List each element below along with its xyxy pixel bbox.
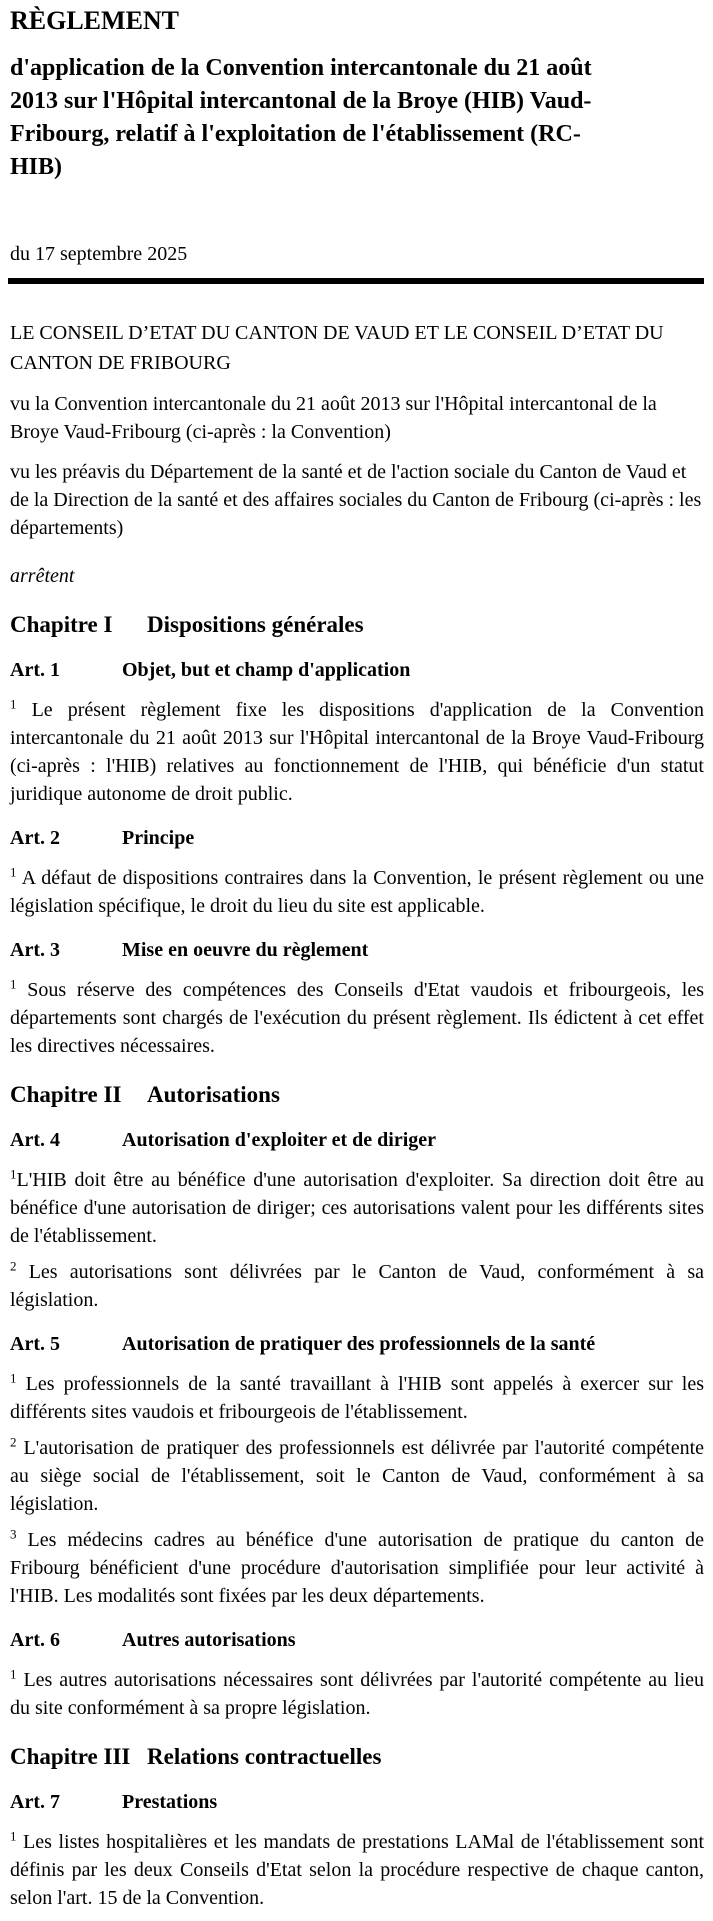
paragraph-number: 1 (10, 1166, 17, 1182)
article-paragraph (10, 1666, 704, 1722)
paragraph-text: Les autorisations sont délivrées par le Canton de Vaud, conformément à sa législation. (10, 1261, 704, 1311)
paragraph-number: 1 (10, 1666, 17, 1682)
article-label: Art. 5 (10, 1333, 60, 1355)
article-label: Art. 3 (10, 939, 60, 961)
paragraph-text: Le présent règlement fixe les dispositions d'application de la Convention intercantonale du 21 août 2013 sur l'Hôpital intercantonal de la Broye Vaud-Fribourg (ci-après : l'HIB) relatives au fonctionnement de l'HIB, qui bénéficie d'un statut juridique autonome de droit public. (10, 699, 705, 805)
article-paragraph (10, 696, 704, 808)
article-label: Art. 2 (10, 827, 60, 849)
recital: vu la Convention intercantonale du 21 août 2013 sur l'Hôpital intercantonal de la Broye Vaud-Fribourg (ci-après : la Convention) (10, 393, 657, 443)
chapter-title: Autorisations (147, 1082, 280, 1107)
article-paragraph (10, 1166, 704, 1250)
chapter-title: Relations contractuelles (147, 1744, 382, 1769)
paragraph-number: 3 (10, 1526, 17, 1542)
chapter-heading (10, 610, 704, 640)
article-heading (10, 1788, 704, 1816)
paragraph-text: Les autres autorisations nécessaires sont délivrées par l'autorité compétente au lieu du site conformément à sa propre législation. (10, 1669, 704, 1719)
article-paragraph (10, 1434, 704, 1518)
enactment-word: arrêtent (10, 565, 75, 587)
horizontal-rule (8, 278, 704, 284)
article-paragraph (10, 1258, 704, 1314)
article-heading (10, 656, 704, 684)
article-title: Prestations (122, 1791, 218, 1813)
paragraph-text: L'autorisation de pratiquer des professionnels est délivrée par l'autorité compétente au siège social de l'établissement, soit le Canton de Vaud, conformément à sa législation. (10, 1437, 705, 1515)
article-title: Mise en oeuvre du règlement (122, 939, 369, 961)
article-title: Autorisation d'exploiter et de diriger (122, 1129, 437, 1151)
paragraph-text: Les listes hospitalières et les mandats de prestations LAMal de l'établissement sont définis par les deux Conseils d'Etat selon la procédure respective de chaque canton, selon l'art. 15 de la Convention. (10, 1831, 705, 1909)
article-heading (10, 1330, 704, 1358)
article-label: Art. 1 (10, 659, 60, 681)
issuing-authority: LE CONSEIL D’ETAT DU CANTON DE VAUD ET LE CONSEIL D’ETAT DU CANTON DE FRIBOURG (10, 322, 664, 374)
article-title: Objet, but et champ d'application (122, 659, 411, 681)
chapter-label: Chapitre I (10, 612, 113, 637)
document-date: du 17 septembre 2025 (10, 243, 188, 265)
paragraph-number: 1 (10, 864, 17, 880)
chapter-heading (10, 1742, 704, 1772)
chapter-label: Chapitre III (10, 1744, 131, 1769)
paragraph-number: 1 (10, 1828, 17, 1844)
article-heading (10, 1126, 704, 1154)
article-paragraph (10, 1828, 704, 1912)
recital: vu les préavis du Département de la santé et de l'action sociale du Canton de Vaud et de la Direction de la santé et des affaires sociales du Canton de Fribourg (ci-après : les départements) (10, 461, 702, 539)
article-paragraph (10, 1370, 704, 1426)
article-title: Autres autorisations (122, 1629, 296, 1651)
paragraph-text: Les professionnels de la santé travaillant à l'HIB sont appelés à exercer sur les différents sites vaudois et fribourgeois de l'établissement. (10, 1373, 704, 1423)
document-body (10, 610, 704, 1912)
article-paragraph (10, 864, 704, 920)
chapter-title: Dispositions générales (147, 612, 364, 637)
article-title: Autorisation de pratiquer des professionnels de la santé (122, 1333, 596, 1355)
article-paragraph (10, 1526, 704, 1610)
article-label: Art. 4 (10, 1129, 60, 1151)
article-heading (10, 936, 704, 964)
paragraph-text: A défaut de dispositions contraires dans la Convention, le présent règlement ou une législation spécifique, le droit du lieu du site est applicable. (10, 867, 704, 917)
paragraph-text: Sous réserve des compétences des Conseils d'Etat vaudois et fribourgeois, les départements sont chargés de l'exécution du présent règlement. Ils édictent à cet effet les directives nécessaires. (10, 979, 705, 1057)
paragraph-text: Les médecins cadres au bénéfice d'une autorisation de pratique du canton de Fribourg bénéficient d'une procédure d'autorisation simplifiée pour leur activité à l'HIB. Les modalités sont fixées par les deux départements. (10, 1529, 705, 1607)
chapter-heading (10, 1080, 704, 1110)
document-title: RÈGLEMENT (10, 6, 180, 35)
article-heading (10, 1626, 704, 1654)
document-subtitle: d'application de la Convention intercantonale du 21 août 2013 sur l'Hôpital intercantonal de la Broye (HIB) Vaud-Fribourg, relatif à l'exploitation de l'établissement (RC-HIB) (10, 55, 592, 180)
paragraph-number: 2 (10, 1434, 17, 1450)
paragraph-number: 1 (10, 1370, 17, 1386)
paragraph-number: 1 (10, 696, 17, 712)
article-heading (10, 824, 704, 852)
article-label: Art. 6 (10, 1629, 60, 1651)
paragraph-number: 1 (10, 976, 17, 992)
paragraph-text: L'HIB doit être au bénéfice d'une autorisation d'exploiter. Sa direction doit être au bénéfice d'une autorisation de diriger; ces autorisations valent pour les différents sites de l'établissement. (10, 1169, 704, 1247)
chapter-label: Chapitre II (10, 1082, 122, 1107)
article-title: Principe (122, 827, 195, 849)
article-paragraph (10, 976, 704, 1060)
paragraph-number: 2 (10, 1258, 17, 1274)
article-label: Art. 7 (10, 1791, 60, 1813)
